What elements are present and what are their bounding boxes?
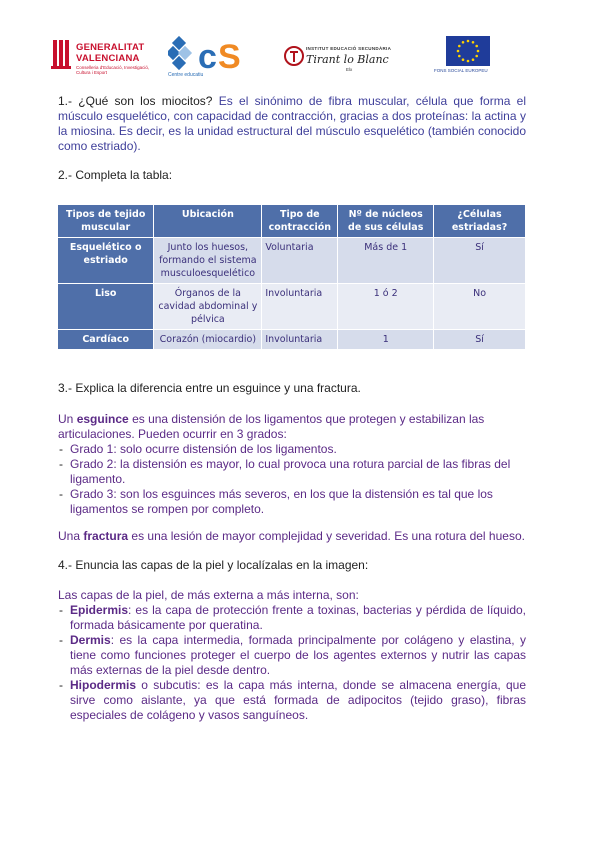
fractura-term: fractura	[83, 529, 129, 543]
table-row	[58, 330, 526, 350]
q4-question: 4.- Enuncia las capas de la piel y localízalas en la imagen:	[58, 558, 369, 572]
eu-flag-icon	[446, 36, 490, 66]
gva-line1: GENERALITAT	[76, 42, 145, 53]
esguince-pre: Un	[58, 412, 74, 426]
table-cell: Sí	[434, 238, 526, 284]
gva-subtitle: Conselleria d'Educació, Investigació, Cultura i Esport	[76, 65, 150, 75]
layer-term: Hipodermis	[70, 678, 137, 692]
table-cell: Esquelético o estriado	[58, 238, 154, 284]
q3-question: 3.- Explica la diferencia entre un esguince y una fractura.	[58, 381, 361, 395]
muscle-table	[58, 205, 526, 349]
generalitat-logo	[50, 36, 160, 80]
table-cell: 1 ó 2	[338, 284, 434, 330]
q1-block	[58, 94, 526, 154]
table-cell: Liso	[58, 284, 154, 330]
q1-question: 1.- ¿Qué son los miocitos?	[58, 94, 213, 108]
list-item: - Grado 2: la distensión es mayor, lo cual provoca una rotura parcial de las fibras del ligamento.	[58, 457, 526, 487]
header-logos	[50, 36, 560, 80]
table-header: Tipo de contracción	[262, 205, 338, 238]
eu-caption: FONS SOCIAL EUROPEU	[434, 68, 488, 73]
tirant-emblem-icon	[284, 44, 304, 70]
layer-text: : es la capa de protección frente a toxinas, bacterias y pérdida de líquido, formada básicamente por queratina.	[70, 603, 526, 632]
table-row	[58, 284, 526, 330]
svg-text:S: S	[218, 38, 241, 72]
table-header: Tipos de tejido muscular	[58, 205, 154, 238]
esguince-text: es una distensión de los ligamentos que protegen y estabilizan las articulaciones. Pueden ocurrir en 3 grados:	[58, 412, 485, 441]
centre-logo	[168, 36, 248, 80]
table-cell: Junto los huesos, formando el sistema musculoesquelético	[154, 238, 262, 284]
centre-emblem-icon	[168, 36, 248, 72]
list-item	[58, 633, 526, 678]
layer-term: Dermis	[70, 633, 111, 647]
q3-fractura	[58, 529, 526, 544]
q1-answer: Es el sinónimo de fibra muscular, célula que forma el músculo esquelético, con capacidad de contracción, gracias a dos proteínas: la actina y la miosina. Es decir, es la unidad estructural del músculo esquelético (también conocido como estriado).	[58, 94, 526, 153]
layer-term: Epidermis	[70, 603, 129, 617]
table-header: Ubicación	[154, 205, 262, 238]
tirant-top-text: INSTITUT EDUCACIÓ SECUNDÀRIA	[306, 46, 392, 51]
list-item	[58, 603, 526, 633]
generalitat-emblem-icon	[50, 38, 72, 70]
tirant-logo	[284, 36, 394, 80]
table-header: ¿Células estriadas?	[434, 205, 526, 238]
layer-text: : es la capa intermedia, formada principalmente por colágeno y elastina, y tiene como funciones proteger el cuerpo de los agentes externos y nutrir las capas más externas de la piel desde dentro.	[70, 633, 526, 677]
table-cell: Cardíaco	[58, 330, 154, 350]
table-cell: Sí	[434, 330, 526, 350]
table-cell: Más de 1	[338, 238, 434, 284]
table-cell: Corazón (miocardio)	[154, 330, 262, 350]
table-cell: Órganos de la cavidad abdominal y pélvica	[154, 284, 262, 330]
q4-intro: Las capas de la piel, de más externa a más interna, son:	[58, 588, 359, 602]
q2-question: 2.- Completa la tabla:	[58, 168, 173, 182]
layer-text: o subcutis: es la capa más interna, donde se almacena energía, que sirve como aislante, ya que está formada de adipocitos (tejido graso), fibras especiales de colágeno y vasos sanguíneos.	[70, 678, 526, 722]
q4-answer	[58, 588, 526, 723]
fractura-pre: Una	[58, 529, 81, 543]
centre-caption: Centre educatiu	[168, 72, 204, 78]
table-header-row	[58, 205, 526, 238]
grades-list	[58, 442, 526, 517]
eu-logo	[434, 36, 508, 80]
list-item	[58, 678, 526, 723]
table-cell: No	[434, 284, 526, 330]
tirant-name: Tirant lo Blanc	[306, 53, 389, 66]
table-cell: Voluntaria	[262, 238, 338, 284]
q3-esguince	[58, 412, 526, 517]
svg-text:c: c	[198, 38, 217, 72]
table-cell: 1	[338, 330, 434, 350]
fractura-text: es una lesión de mayor complejidad y severidad. Es una rotura del hueso.	[131, 529, 525, 543]
list-item: - Grado 1: solo ocurre distensión de los ligamentos.	[58, 442, 526, 457]
skin-layers-list	[58, 603, 526, 723]
table-header: Nº de núcleos de sus células	[338, 205, 434, 238]
esguince-term: esguince	[76, 412, 129, 426]
table-cell: Involuntaria	[262, 284, 338, 330]
tirant-city: Elx	[346, 67, 353, 72]
list-item: - Grado 3: son los esguinces más severos, en los que la distensión es tal que los ligamentos se rompen por completo.	[58, 487, 526, 517]
table-cell: Involuntaria	[262, 330, 338, 350]
gva-line2: VALENCIANA	[76, 53, 140, 64]
table-row	[58, 238, 526, 284]
